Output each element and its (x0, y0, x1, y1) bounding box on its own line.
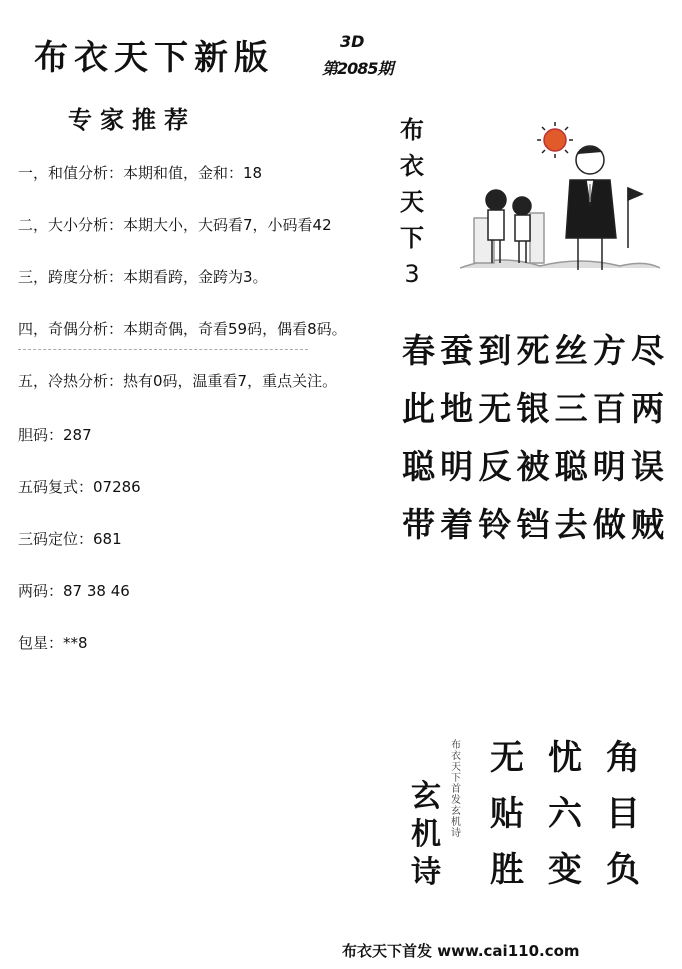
poem-char: 三 (554, 389, 588, 428)
subtitle: 专家推荐 (68, 105, 196, 134)
right-title-char: 天 (400, 187, 424, 216)
xuanji-char: 胜 (490, 850, 524, 890)
poem-char: 无 (478, 389, 512, 428)
poem-char: 丝 (554, 331, 588, 370)
poem-char: 做 (592, 505, 626, 544)
poem-char: 反 (478, 447, 512, 486)
xuanji-label-char: 机 (411, 817, 441, 852)
poem-row (402, 496, 664, 554)
xuanji-char: 无 (490, 738, 524, 778)
xuanji-label-char: 玄 (411, 779, 441, 814)
analysis-span: 三，跨度分析：本期看跨，金跨为3。 (18, 268, 268, 286)
pick-star: 包星：**8 (18, 634, 88, 652)
issue-number: 第2085期 (322, 59, 393, 78)
poem-char: 带 (402, 505, 435, 544)
poem-char: 贼 (630, 505, 664, 544)
poem-char: 死 (516, 331, 550, 370)
right-title-char: 衣 (400, 151, 424, 180)
xuanji-label-char: 诗 (411, 855, 441, 890)
pick-dan: 胆码：287 (18, 426, 92, 444)
analysis-hot-cold: 五，冷热分析：热有0码，温重看7，重点关注。 (18, 372, 338, 390)
poem-char: 到 (478, 331, 512, 370)
poem-char: 误 (630, 447, 664, 486)
right-title-char: 3 (404, 260, 420, 288)
poem-row (402, 438, 664, 496)
xuanji-row (490, 786, 640, 842)
poem-row (402, 380, 664, 438)
poem-char: 明 (592, 447, 626, 486)
xuanji-char: 六 (548, 794, 582, 834)
poem-char: 蚕 (440, 331, 474, 370)
xuanji-label (410, 778, 442, 892)
poem-char: 方 (592, 331, 626, 370)
xuanji-char: 贴 (490, 794, 524, 834)
right-title (398, 112, 426, 292)
xuanji-grid (490, 730, 640, 898)
poem-char: 铃 (478, 505, 512, 544)
poem-char: 聪 (554, 447, 588, 486)
analysis-odd-even: 四，奇偶分析：本期奇偶，奇看59码，偶看8码。 (18, 320, 347, 338)
poem-char: 春 (402, 331, 435, 370)
cartoon-illustration (460, 118, 660, 278)
poem-char: 地 (440, 389, 474, 428)
pick-two: 两码：87 38 46 (18, 582, 130, 600)
analysis-sum: 一，和值分析：本期和值，金和：18 (18, 164, 263, 182)
page-title: 布衣天下新版 (34, 38, 274, 78)
poem-char: 银 (516, 389, 550, 428)
xuanji-note: 布衣天下首发玄机诗 (451, 740, 461, 839)
xuanji-char: 负 (606, 850, 640, 890)
poem-char: 被 (516, 447, 550, 486)
poem-block (402, 322, 664, 554)
analysis-size: 二，大小分析：本期大小，大码看7，小码看42 (18, 216, 332, 234)
poem-char: 明 (440, 447, 474, 486)
footer-link[interactable]: 布衣天下首发 www.cai110.com (342, 942, 580, 960)
xuanji-row (490, 730, 640, 786)
poem-char: 尽 (630, 331, 664, 370)
divider (18, 349, 308, 354)
poem-char: 去 (554, 505, 588, 544)
poem-char: 两 (630, 389, 664, 428)
poem-char: 百 (592, 389, 626, 428)
xuanji-char: 变 (548, 850, 582, 890)
poem-char: 此 (402, 389, 435, 428)
poem-char: 聪 (402, 447, 435, 486)
xuanji-row (490, 842, 640, 898)
issue-label: 3D (340, 32, 365, 51)
poem-row (402, 322, 664, 380)
xuanji-char: 角 (606, 738, 640, 778)
xuanji-char: 忧 (548, 738, 582, 778)
xuanji-char: 目 (606, 794, 640, 834)
right-title-char: 下 (400, 223, 424, 252)
poem-char: 着 (440, 505, 474, 544)
poem-char: 铛 (516, 505, 550, 544)
right-title-char: 布 (400, 115, 424, 144)
pick-three: 三码定位：681 (18, 530, 122, 548)
pick-five: 五码复式：07286 (18, 478, 141, 496)
